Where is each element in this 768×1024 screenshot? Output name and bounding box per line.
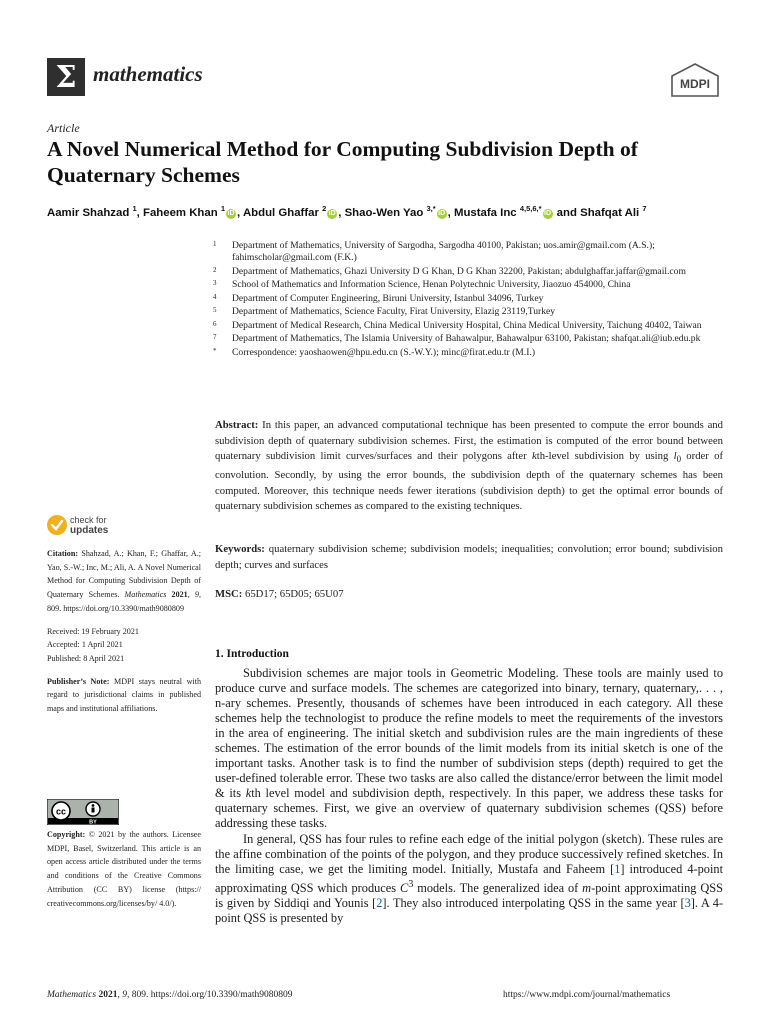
author-name[interactable]: Faheem Khan [142,206,218,219]
affiliation-number: * [213,346,217,355]
check-for-updates-button[interactable]: check for updates [46,514,166,540]
affiliation-text: School of Mathematics and Information Science, Henan Polytechnic University, Jiaozuo 454000, China [232,279,631,291]
affiliation-item [210,293,730,305]
cc-by-text: BY [89,819,97,825]
footer-journal-url[interactable]: https://www.mdpi.com/journal/mathematics [503,990,671,1000]
affiliation-item [210,306,730,318]
affiliation-text: Department of Mathematics, Ghazi University D G Khan, D G Khan 32200, Pakistan; abdulghaffar.jaffar@gmail.com [232,265,686,277]
author-affil-sup[interactable]: 1 [220,204,226,213]
footer-doi-link[interactable]: , 809. https://doi.org/10.3390/math9080809 [126,990,293,1000]
author-name[interactable]: Aamir Shahzad [47,206,130,219]
citation-doi-link[interactable]: , 809. https://doi.org/10.3390/math9080809 [47,590,201,613]
journal-name: mathematics [93,62,203,86]
affiliation-item [210,266,730,278]
author-name[interactable]: Shafqat Ali [580,206,640,219]
sigma-icon: Σ [55,59,77,95]
citation-link[interactable]: 3 [684,895,691,910]
copyright: Copyright: © 2021 by the authors. Licensee MDPI, Basel, Switzerland. This article is an open access article distributed under the terms and conditions of the Creative Commons Attribution (CC BY) license (https:// creativecommons.org/licenses/by/ 4.0/). [47,830,201,908]
accepted-date: Accepted: 1 April 2021 [47,640,123,650]
author-affil-sup[interactable]: 7 [642,204,647,213]
citation: Citation: Shahzad, A.; Khan, F.; Ghaffar, A.; Yao, S.-W.; Inc, M.; Ali, A. A Novel Numerical Method for Computing Subdivision Depth of Quaternary Schemes. Mathematics 2021, 9, 809. https://doi.org/10.3390/math9080809 [47,549,201,613]
orcid-icon[interactable]: iD [438,209,446,217]
cc-by-license-icon[interactable] [47,799,119,825]
affiliation-number: 3 [213,279,217,288]
orcid-icon[interactable]: iD [328,209,336,217]
citation-link[interactable]: 2 [376,895,383,910]
msc-codes: MSC: 65D17; 65D05; 65U07 [215,588,344,600]
journal-logo [47,58,85,96]
published-date: Published: 8 April 2021 [47,653,125,663]
abstract-label: Abstract: [215,419,259,431]
check-updates-icon [46,514,68,536]
article-type: Article [47,121,80,135]
author-name[interactable]: Shao-Wen Yao [344,206,424,219]
cc-symbol: cc [55,806,67,817]
msc-label: MSC: [215,588,243,600]
mdpi-logo-icon [668,63,722,99]
dates [47,625,201,666]
affiliation-text: Department of Mathematics, Science Faculty, Firat University, Elazig 23119,Turkey [232,306,556,318]
citation-link[interactable]: 1 [614,861,621,876]
correspondence-item [210,347,730,359]
section-heading: 1. Introduction [215,648,289,660]
affiliation-number: 6 [213,319,217,328]
keywords: Keywords: quaternary subdivision scheme; subdivision models; inequalities; convolution; error bound; subdivision depth; curves and surfaces [215,543,723,571]
affiliation-text: Department of Medical Research, China Medical University Hospital, China Medical University, Taichung 40402, Taiwan [232,319,702,331]
affiliation-number: 7 [213,333,217,342]
affiliation-number: 2 [213,265,217,274]
correspondence-text: Correspondence: yaoshaowen@hpu.edu.cn (S.-W.Y.); minc@firat.edu.tr (M.I.) [232,346,536,358]
affiliation-text: Department of Mathematics, University of Sargodha, Sargodha 40100, Pakistan; uos.amir@gmail.com (A.S.); fahimscholar@gmail.com (F.K.) [232,240,655,264]
affiliation-list [210,240,730,360]
affiliation-number: 5 [213,306,217,315]
affiliation-item [210,333,730,345]
sidebar [47,547,201,725]
mdpi-logo-text: MDPI [680,77,710,91]
author-list: Aamir Shahzad $^1$, Faheem Khan $^1$iD , Abdul Ghaffar $^2$iD , Shao-Wen Yao $^{3,*}$iD , Mustafa Inc $^{4,5,6,*}$iD and Shafqat Ali $^7$ [47,204,647,219]
affiliation-number: 4 [213,292,217,301]
author-affil-sup[interactable]: 3,* [426,204,436,213]
affiliation-item [210,320,730,332]
publisher-note: Publisher’s Note: MDPI stays neutral with regard to jurisdictional claims in published maps and institutional affiliations. [47,676,201,714]
author-affil-sup[interactable]: 2 [322,204,327,213]
keywords-label: Keywords: [215,543,265,555]
author-affil-sup[interactable]: 4,5,6,* [519,204,542,213]
affiliation-text: Department of Computer Engineering, Biruni University, Istanbul 34096, Turkey [232,292,544,304]
author-affil-sup[interactable]: 1 [132,204,137,213]
orcid-icon[interactable]: iD [544,209,552,217]
affiliation-number: 1 [213,240,217,248]
paper-title: A Novel Numerical Method for Computing Subdivision Depth of Quaternary Schemes [47,137,638,187]
footer-citation: Mathematics 2021, 9, 809. https://doi.org/10.3390/math9080809 [47,990,293,1000]
orcid-icon[interactable]: iD [227,209,235,217]
abstract: Abstract: In this paper, an advanced computational technique has been presented to compute the error bounds and subdivision depth of quaternary subdivision schemes. First, the estimation is computed of the error bound between quaternary subdivision limit curves/surfaces and their polygons after kth-level subdivision by using $l_0$ order of convolution. Secondly, by using the error bounds, the subdivision depth of the quaternary schemes has been computed. Moreover, this technique needs fewer iterations (subdivision depth) to get the optimal error bounds of quaternary subdivision schemes as compared to the existing techniques. [215,419,724,513]
affiliation-item [210,279,730,291]
paragraph: In general, QSS has four rules to refine each edge of the initial polygon (sketch). These rules are the affine combination of the points of the polygon, and they produce successively refined sketches. In the limiting case, we get the limiting model. Initially, Mustafa and Faheem [1] introduced 4-point approximating QSS which produces $C^3$ models. The generalized idea of m-point approximating QSS is given by Siddiqi and Younis [2]. They also introduced interpolating QSS in the same year [3]. A 4-point QSS is presented by [215,831,723,925]
author-name[interactable]: Abdul Ghaffar [242,206,319,219]
received-date: Received: 19 February 2021 [47,626,139,636]
paragraph: Subdivision schemes are major tools in Geometric Modeling. These tools are mainly used to produce curve and surface models. The schemes are categorized into binary, ternary, quaternary,. . . , n-ary schemes. Presently, thousands of schemes have been introduced in each category. All these schemes help the technologist to produce the refine models to meet the requirements of the investors in the area of engineering. The initial sketch and subdivision rules are the main ingredients of these schemes. The estimation of the error bounds of the limit models from its initial sketch is one of the important tasks. Another task is to find the number of subdivision steps (depth) required to get the user-defined tolerable error. These two tasks are also called the distance/error between the limit model & its kth level model and subdivision depth, respectively. In this paper, we address these tasks for quaternary schemes. First, we give an overview of quaternary subdivision schemes (QSS) before addressing these tasks. [215,666,723,831]
affiliation-item [210,240,730,265]
author-name[interactable]: Mustafa Inc [453,206,517,219]
introduction-body [215,666,723,926]
affiliation-text: Department of Mathematics, The Islamia University of Bahawalpur, Bahawalpur 63100, Pakistan; shafqat.ali@iub.edu.pk [232,333,701,345]
